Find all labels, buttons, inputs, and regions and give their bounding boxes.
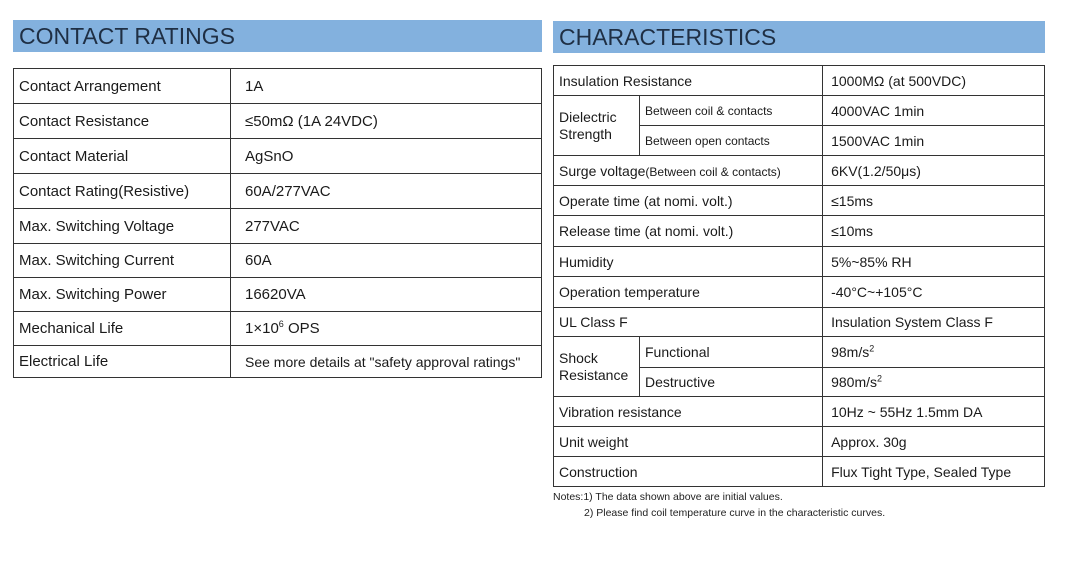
- table-row: [14, 104, 542, 139]
- row-value: -40°C~+105°C: [823, 277, 1045, 308]
- table-row: [554, 457, 1045, 487]
- row-label: Operation temperature: [554, 277, 823, 308]
- table-row: [554, 308, 1045, 337]
- row-label: Operate time (at nomi. volt.): [554, 186, 823, 216]
- row-value: 4000VAC 1min: [823, 96, 1045, 126]
- row-value: See more details at "safety approval ratings": [231, 346, 542, 378]
- row-label: Max. Switching Voltage: [14, 209, 231, 244]
- row-sublabel: Destructive: [640, 368, 823, 397]
- table-row: [554, 216, 1045, 247]
- row-value: 1000MΩ (at 500VDC): [823, 66, 1045, 96]
- row-value: ≤50mΩ (1A 24VDC): [231, 104, 542, 139]
- row-value: $980m/s^2$: [823, 368, 1045, 397]
- row-value: 5%~85% RH: [823, 247, 1045, 277]
- table-row: [554, 156, 1045, 186]
- row-value: 10Hz ~ 55Hz 1.5mm DA: [823, 397, 1045, 427]
- row-label: Max. Switching Current: [14, 244, 231, 278]
- row-label: Insulation Resistance: [554, 66, 823, 96]
- table-row: [14, 244, 542, 278]
- table-row: [14, 209, 542, 244]
- table-row: [14, 69, 542, 104]
- characteristics-title: CHARACTERISTICS: [553, 21, 1045, 53]
- table-row: [554, 337, 1045, 368]
- row-label: Contact Arrangement: [14, 69, 231, 104]
- table-row: [554, 186, 1045, 216]
- row-value: Approx. 30g: [823, 427, 1045, 457]
- row-value: $98m/s^2$: [823, 337, 1045, 368]
- table-row: [554, 397, 1045, 427]
- row-sublabel: Between coil & contacts: [640, 96, 823, 126]
- row-label: Dielectric Strength: [554, 96, 640, 156]
- row-value: Flux Tight Type, Sealed Type: [823, 457, 1045, 487]
- row-label: Vibration resistance: [554, 397, 823, 427]
- row-value: 60A/277VAC: [231, 174, 542, 209]
- row-value: 1A: [231, 69, 542, 104]
- row-value: ≤15ms: [823, 186, 1045, 216]
- row-value: AgSnO: [231, 139, 542, 174]
- table-row: [14, 278, 542, 312]
- row-label: Humidity: [554, 247, 823, 277]
- row-value: 1500VAC 1min: [823, 126, 1045, 156]
- row-label: Contact Material: [14, 139, 231, 174]
- row-label: Unit weight: [554, 427, 823, 457]
- table-row: [14, 139, 542, 174]
- table-row: [554, 96, 1045, 126]
- table-row: [554, 277, 1045, 308]
- characteristics-table: [553, 65, 1045, 487]
- row-label: Contact Rating(Resistive): [14, 174, 231, 209]
- table-row: [554, 427, 1045, 457]
- row-label: Release time (at nomi. volt.): [554, 216, 823, 247]
- notes-line-2: 2) Please find coil temperature curve in the characteristic curves.: [584, 507, 886, 519]
- row-label: Construction: [554, 457, 823, 487]
- row-value: 60A: [231, 244, 542, 278]
- row-value: Insulation System Class F: [823, 308, 1045, 337]
- row-label: Max. Switching Power: [14, 278, 231, 312]
- table-row: [14, 312, 542, 346]
- row-sublabel: Between open contacts: [640, 126, 823, 156]
- row-value: 277VAC: [231, 209, 542, 244]
- row-label: Surge voltage(Between coil & contacts): [554, 156, 823, 186]
- row-label: Contact Resistance: [14, 104, 231, 139]
- row-value: ≤10ms: [823, 216, 1045, 247]
- table-row: [14, 346, 542, 378]
- table-row: [554, 247, 1045, 277]
- table-row: [14, 174, 542, 209]
- row-sublabel: Functional: [640, 337, 823, 368]
- contact-ratings-title: CONTACT RATINGS: [13, 20, 542, 52]
- row-value: 16620VA: [231, 278, 542, 312]
- row-value: $1\times 10^6$ OPS: [231, 312, 542, 346]
- contact-ratings-table: [13, 68, 542, 378]
- notes-line-1: Notes:1) The data shown above are initial values.: [553, 491, 783, 503]
- row-label: UL Class F: [554, 308, 823, 337]
- row-label: Shock Resistance: [554, 337, 640, 397]
- table-row: [554, 66, 1045, 96]
- row-value: 6KV(1.2/50μs): [823, 156, 1045, 186]
- row-label: Electrical Life: [14, 346, 231, 378]
- row-label: Mechanical Life: [14, 312, 231, 346]
